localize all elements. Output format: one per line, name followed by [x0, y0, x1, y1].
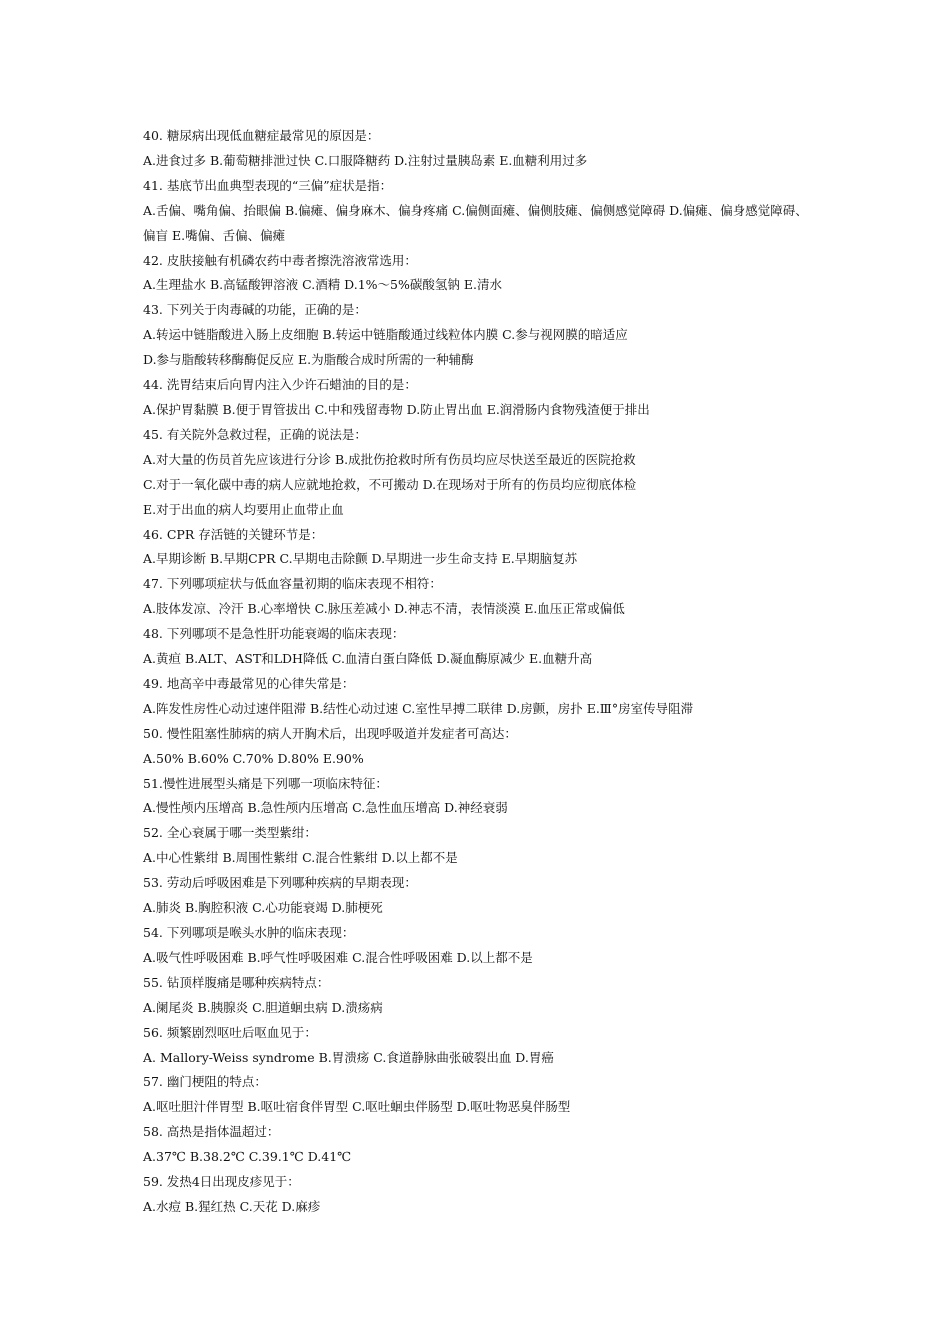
- question-42-options: A.生理盐水 B.高锰酸钾溶液 C.酒精 D.1%～5%碳酸氢钠 E.清水: [143, 277, 502, 293]
- question-42: 42. 皮肤接触有机磷农药中毒者擦洗溶液常选用：: [143, 252, 417, 268]
- question-46-options: A.早期诊断 B.早期CPR C.早期电击除颤 D.早期进一步生命支持 E.早期脑复苏: [143, 551, 578, 567]
- question-44: 44. 洗胃结束后向胃内注入少许石蜡油的目的是：: [143, 377, 417, 393]
- question-51: 51.慢性进展型头痛是下列哪一项临床特征：: [143, 775, 388, 791]
- question-56-options: A. Mallory-Weiss syndrome B.胃溃疡 C.食道静脉曲张破裂出血 D.胃癌: [143, 1049, 554, 1065]
- question-47: 47. 下列哪项症状与低血容量初期的临床表现不相符：: [143, 576, 442, 592]
- question-49: 49. 地高辛中毒最常见的心律失常是：: [143, 675, 355, 691]
- question-47-options: A.肢体发凉、冷汗 B.心率增快 C.脉压差减小 D.神志不清，表情淡漠 E.血压正常或偏低: [143, 601, 625, 617]
- question-52-options: A.中心性紫绀 B.周围性紫绀 C.混合性紫绀 D.以上都不是: [143, 850, 458, 866]
- question-54-options: A.吸气性呼吸困难 B.呼气性呼吸困难 C.混合性呼吸困难 D.以上都不是: [143, 949, 533, 965]
- question-57: 57. 幽门梗阻的特点：: [143, 1074, 267, 1090]
- question-48: 48. 下列哪项不是急性肝功能衰竭的临床表现：: [143, 626, 405, 642]
- question-48-options: A.黄疸 B.ALT、AST和LDH降低 C.血清白蛋白降低 D.凝血酶原减少 E.血糖升高: [143, 651, 593, 667]
- question-40: 40. 糖尿病出现低血糖症最常见的原因是：: [143, 128, 380, 143]
- question-58: 58. 高热是指体温超过：: [143, 1124, 280, 1140]
- question-45-options-1: A.对大量的伤员首先应该进行分诊 B.成批伤抢救时所有伤员均应尽快送至最近的医院抢救: [143, 451, 636, 467]
- question-list: [143, 124, 813, 1220]
- question-46: 46. CPR 存活链的关键环节是：: [143, 526, 324, 542]
- question-45-options-2: C.对于一氧化碳中毒的病人应就地抢救，不可搬动 D.在现场对于所有的伤员均应彻底体检: [143, 476, 637, 492]
- question-49-options: A.阵发性房性心动过速伴阻滞 B.结性心动过速 C.室性早搏二联律 D.房颤，房扑 E.Ⅲ°房室传导阻滞: [143, 700, 694, 716]
- question-59: 59. 发热4日出现皮疹见于：: [143, 1174, 300, 1190]
- question-45-options-3: E.对于出血的病人均要用止血带止血: [143, 501, 344, 517]
- question-50: 50. 慢性阻塞性肺病的病人开胸术后，出现呼吸道并发症者可高达：: [143, 725, 517, 741]
- question-55-options: A.阑尾炎 B.胰腺炎 C.胆道蛔虫病 D.溃疡病: [143, 999, 383, 1015]
- question-45: 45. 有关院外急救过程，正确的说法是：: [143, 426, 367, 442]
- question-43-options-2: D.参与脂酸转移酶酶促反应 E.为脂酸合成时所需的一种辅酶: [143, 352, 474, 368]
- question-56: 56. 频繁剧烈呕吐后呕血见于：: [143, 1024, 317, 1040]
- question-41: 41. 基底节出血典型表现的“三偏”症状是指：: [143, 177, 393, 193]
- question-43: 43. 下列关于肉毒碱的功能，正确的是：: [143, 302, 367, 318]
- question-51-options: A.慢性颅内压增高 B.急性颅内压增高 C.急性血压增高 D.神经衰弱: [143, 800, 508, 816]
- question-43-options-1: A.转运中链脂酸进入肠上皮细胞 B.转运中链脂酸通过线粒体内膜 C.参与视网膜的暗适应: [143, 327, 628, 343]
- question-41-options: A.舌偏、嘴角偏、抬眼偏 B.偏瘫、偏身麻木、偏身疼痛 C.偏侧面瘫、偏侧肢瘫、偏侧感觉障碍 D.偏瘫、偏身感觉障碍、偏盲 E.嘴偏、舌偏、偏瘫: [143, 202, 808, 243]
- question-58-options: A.37℃ B.38.2℃ C.39.1℃ D.41℃: [143, 1149, 352, 1165]
- question-55: 55. 钻顶样腹痛是哪种疾病特点：: [143, 974, 330, 990]
- question-57-options: A.呕吐胆汁伴胃型 B.呕吐宿食伴胃型 C.呕吐蛔虫伴肠型 D.呕吐物恶臭伴肠型: [143, 1099, 571, 1115]
- question-44-options: A.保护胃黏膜 B.便于胃管拔出 C.中和残留毒物 D.防止胃出血 E.润滑肠内食物残渣便于排出: [143, 401, 650, 417]
- question-52: 52. 全心衰属于哪一类型紫绀：: [143, 825, 317, 841]
- question-53-options: A.肺炎 B.胸腔积液 C.心功能衰竭 D.肺梗死: [143, 900, 383, 916]
- question-40-options: A.进食过多 B.葡萄糖排泄过快 C.口服降糖药 D.注射过量胰岛素 E.血糖利用过多: [143, 152, 588, 168]
- question-54: 54. 下列哪项是喉头水肿的临床表现：: [143, 925, 355, 940]
- question-53: 53. 劳动后呼吸困难是下列哪种疾病的早期表现：: [143, 875, 417, 891]
- question-50-options: A.50% B.60% C.70% D.80% E.90%: [143, 750, 364, 766]
- question-59-options: A.水痘 B.猩红热 C.天花 D.麻疹: [143, 1198, 321, 1214]
